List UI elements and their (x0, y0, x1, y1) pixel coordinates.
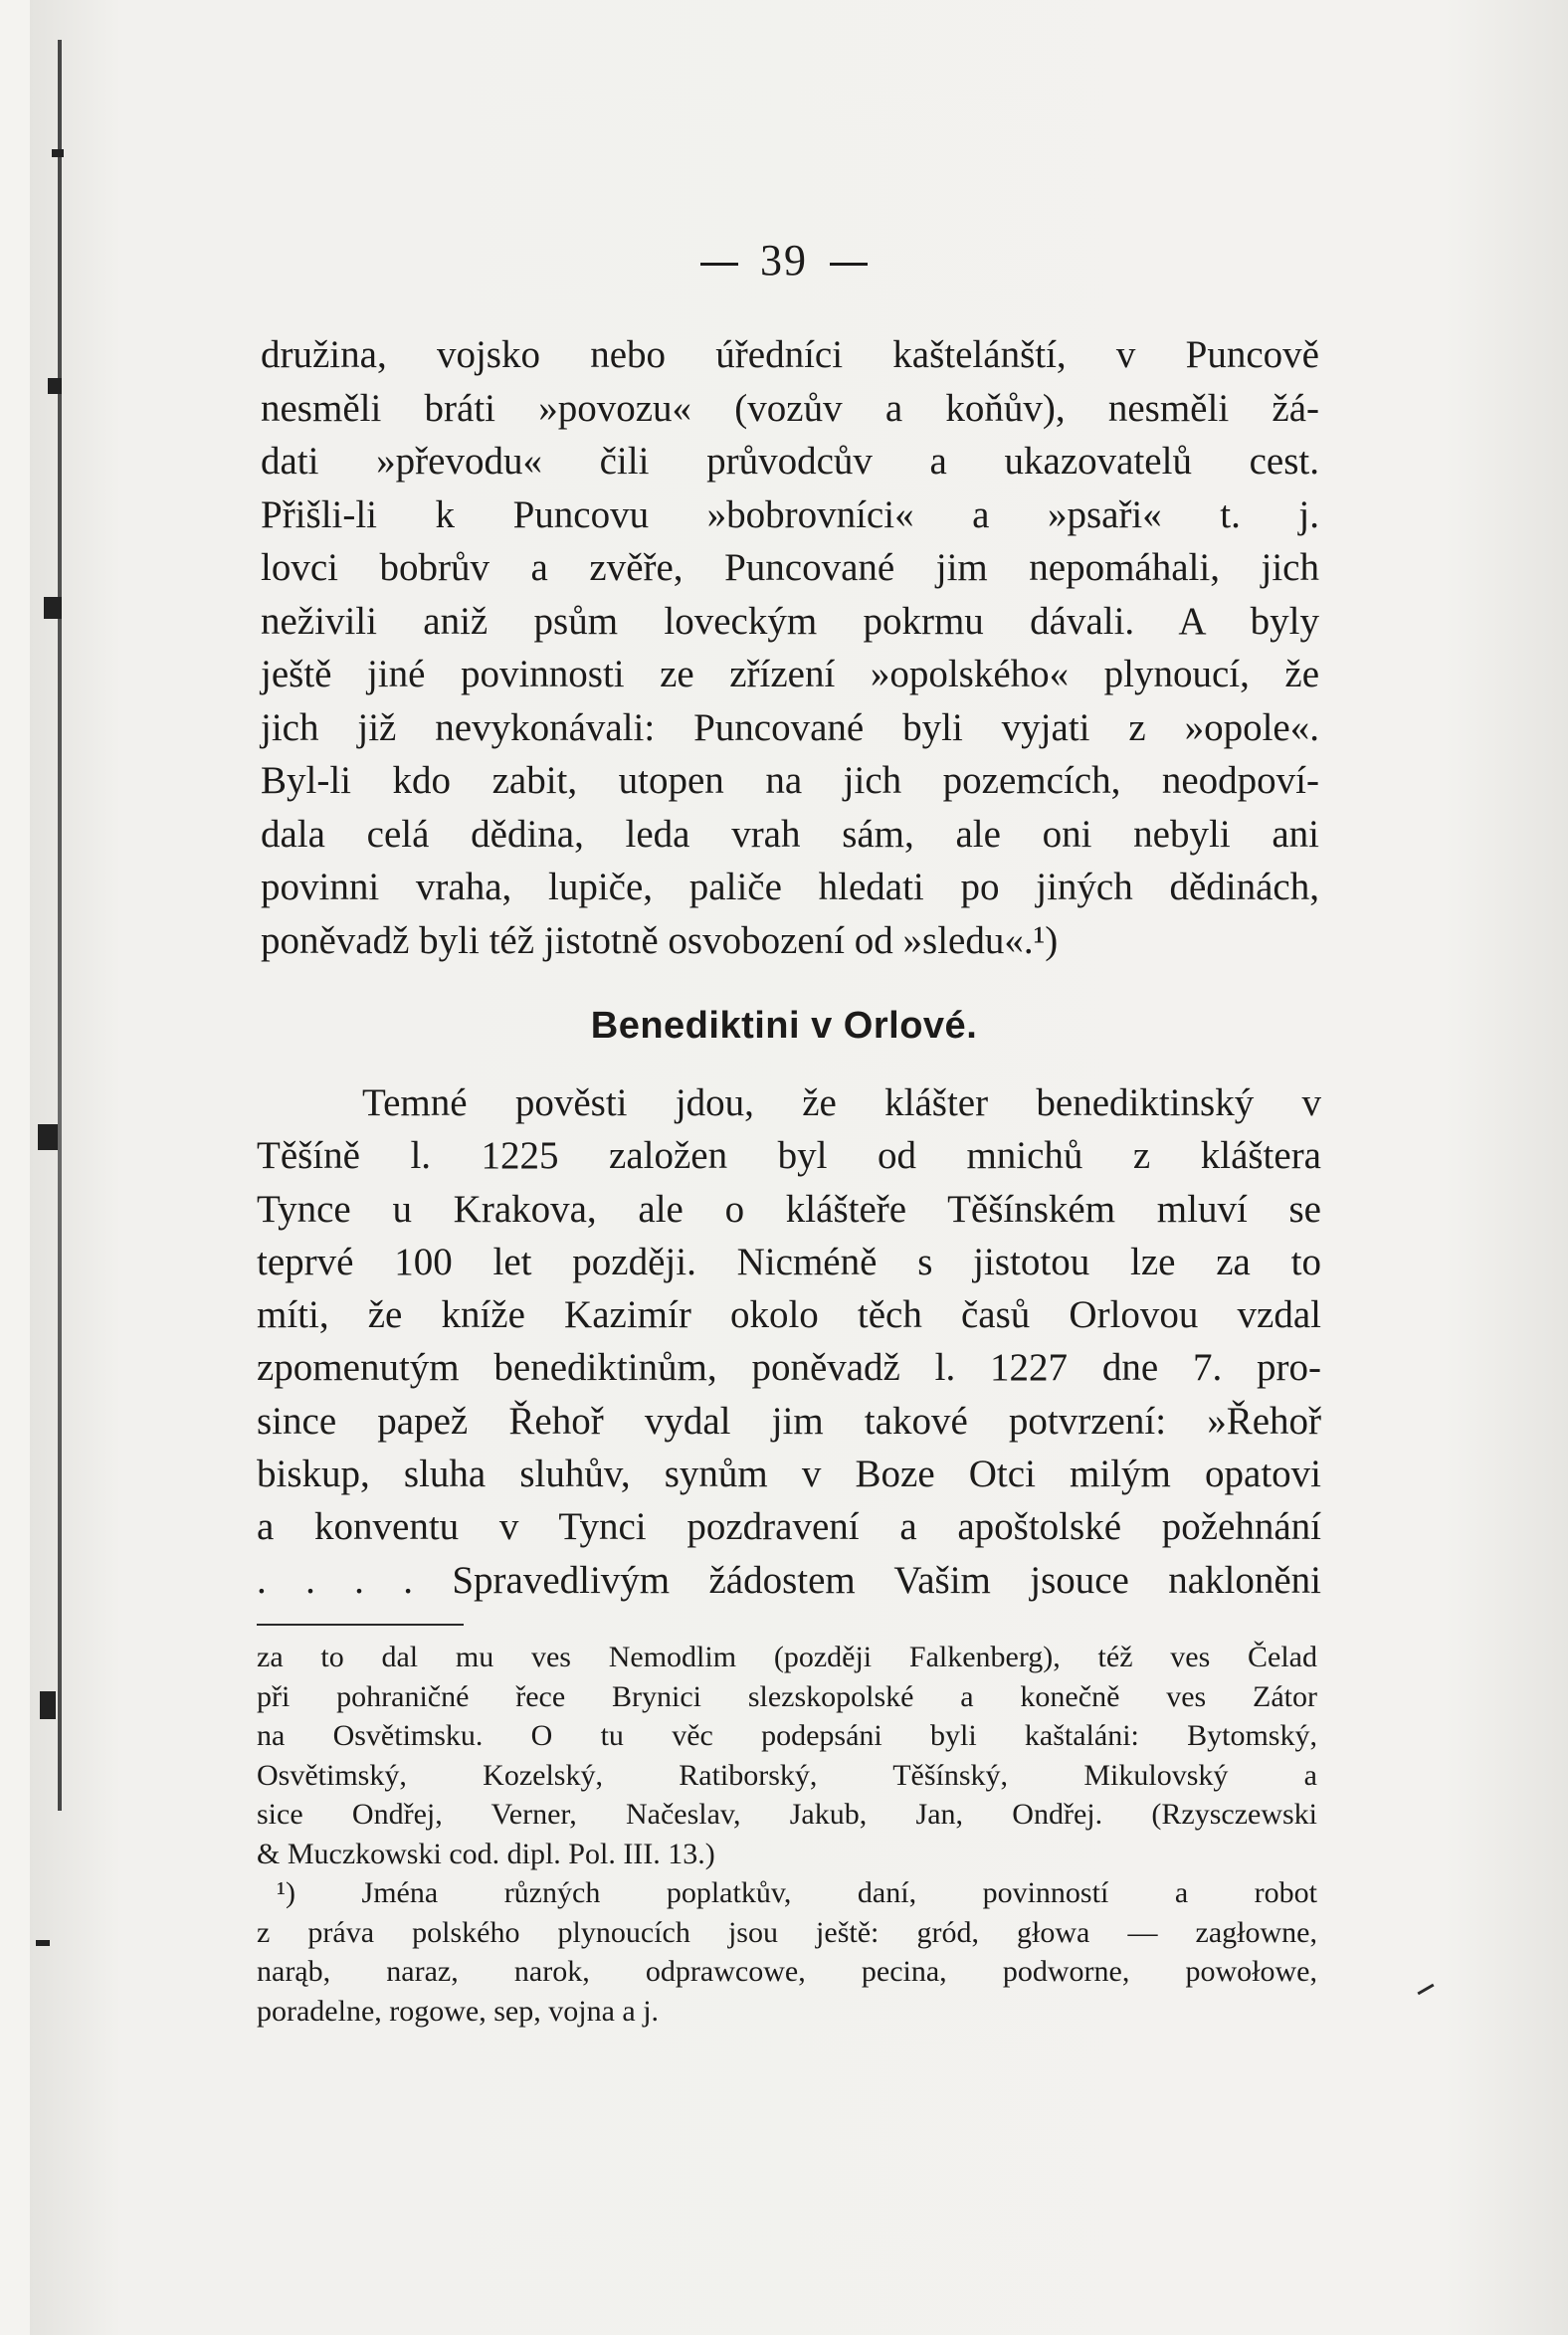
binding-mark (36, 1940, 50, 1946)
text-line: . . . . Spravedlivým žádostem Vašim jsouce nakloněni (257, 1558, 1321, 1602)
binding-mark (40, 1691, 56, 1719)
text-line: since papež Řehoř vydal jim takové potvrzení: »Řehoř (257, 1399, 1321, 1443)
page-number-dash-right (830, 263, 868, 266)
page-number (0, 235, 1568, 286)
text-line: povinni vraha, lupiče, paliče hledati po jiných dědinách, (261, 866, 1319, 908)
footnote-line: při pohraničné řece Brynici slezskopolské a konečně ves Zátor (257, 1679, 1317, 1713)
text-line: dala celá dědina, leda vrah sám, ale oni nebyli ani (261, 812, 1319, 856)
text-line: družina, vojsko nebo úředníci kaštelánští, v Puncově (261, 333, 1319, 376)
footnote-line: & Muczkowski cod. dipl. Pol. III. 13.) (257, 1837, 715, 1870)
text-line: Byl-li kdo zabit, utopen na jich pozemcích, neodpoví- (261, 759, 1319, 802)
page-number-dash-left (700, 263, 738, 266)
text-line: poněvadž byli též jistotně osvobození od »sledu«.¹) (261, 918, 1059, 962)
section-heading: Benediktini v Orlové. (590, 1005, 978, 1047)
footnote-line: na Osvětimsku. O tu věc podepsáni byli kaštaláni: Bytomský, (257, 1719, 1317, 1752)
section-paragraph (257, 1076, 1321, 1607)
text-line: Temné pověsti jdou, že klášter benediktinský v (362, 1081, 1321, 1124)
page-number-value: 39 (760, 236, 808, 285)
text-line: míti, že kníže Kazimír okolo těch časů Orlovou vzdal (257, 1293, 1321, 1337)
binding-line (58, 40, 62, 1811)
footnote-1-line: ¹) Jména různých poplatkův, daní, povinností a robot (277, 1876, 1317, 1909)
binding-mark (38, 1124, 58, 1150)
text-line: nesměli bráti »povozu« (vozův a koňův), nesměli žá- (261, 386, 1319, 430)
footnote-1-line: narąb, naraz, narok, odprawcowe, pecina, podworne, powołowe, (257, 1955, 1317, 1988)
footnote-line: Osvětimský, Kozelský, Ratiborský, Těšínský, Mikulovský a (257, 1758, 1317, 1792)
binding-edge (0, 0, 30, 2335)
text-line: lovci bobrův a zvěře, Puncované jim nepomáhali, jich (261, 546, 1319, 589)
text-line: teprvé 100 let později. Nicméně s jistotou lze za to (257, 1240, 1321, 1283)
text-line: zpomenutým benediktinům, poněvadž l. 1227 dne 7. pro- (257, 1346, 1321, 1390)
footnotes (257, 1638, 1317, 2031)
binding-mark (48, 378, 62, 394)
text-line: Tynce u Krakova, ale o klášteře Těšínském mluví se (257, 1187, 1321, 1231)
text-line: Přišli-li k Puncovu »bobrovníci« a »psaři« t. j. (261, 492, 1319, 536)
text-line: dati »převodu« čili průvodcův a ukazovatelů cest. (261, 440, 1319, 483)
footnote-rule (257, 1624, 464, 1626)
binding-mark (52, 149, 64, 157)
footnote-1-line: z práva polského plynoucích jsou ještě: gród, głowa — zagłowne, (257, 1915, 1317, 1949)
text-line: Těšíně l. 1225 založen byl od mnichů z kláštera (257, 1134, 1321, 1178)
text-line: a konventu v Tynci pozdravení a apoštolské požehnání (257, 1505, 1321, 1549)
text-line: biskup, sluha sluhův, synům v Boze Otci milým opatovi (257, 1453, 1321, 1496)
text-line: ještě jiné povinnosti ze zřízení »opolského« plynoucí, že (261, 653, 1319, 695)
footnote-line: za to dal mu ves Nemodlim (později Falkenberg), též ves Čelad (257, 1641, 1317, 1673)
footnote-line: sice Ondřej, Verner, Načeslav, Jakub, Jan, Ondřej. (Rzysczewski (257, 1798, 1317, 1831)
text-line: neživili aniž psům loveckým pokrmu dávali. A byly (261, 599, 1319, 643)
paragraph-continued (261, 328, 1319, 967)
binding-mark (44, 597, 62, 619)
text-line: jich již nevykonávali: Puncované byli vyjati z »opole«. (261, 705, 1319, 749)
footnote-1-line: poradelne, rogowe, sep, vojna a j. (257, 1994, 660, 2028)
